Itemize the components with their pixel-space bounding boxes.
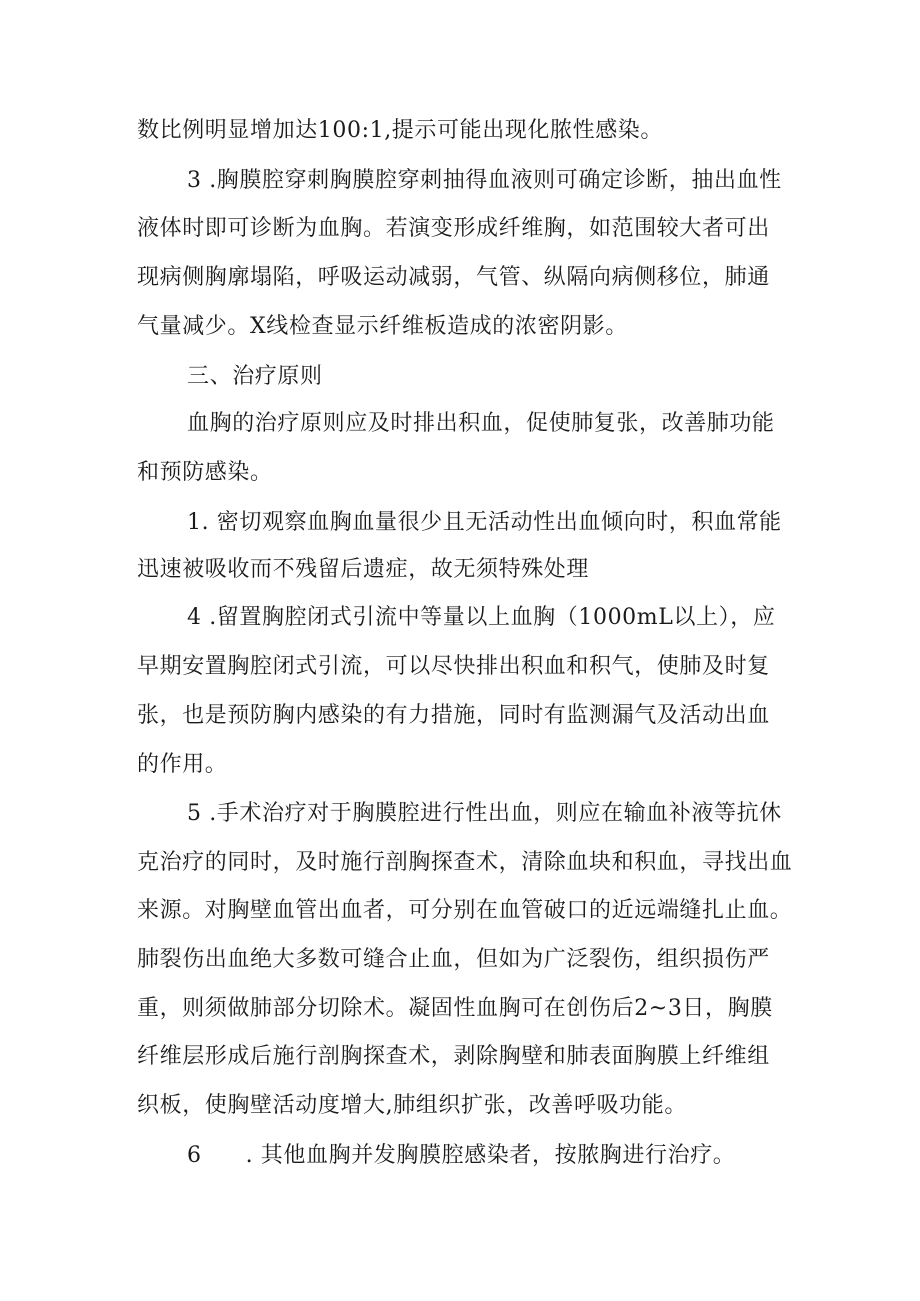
text-line: 4 .留置胸腔闭式引流中等量以上血胸（1000mL以上），应: [187, 605, 776, 630]
text-line: 重，则须做肺部分切除术。凝固性血胸可在创伤后2~3日，胸膜: [137, 996, 773, 1021]
section-heading: 三、治疗原则: [187, 364, 323, 389]
text-line: 血胸的治疗原则应及时排出积血，促使肺复张，改善肺功能: [187, 411, 775, 436]
text-line: 3 .胸膜腔穿刺胸膜腔穿刺抽得血液则可确定诊断，抽出血性: [187, 168, 782, 193]
text-line: 来源。对胸壁血管出血者，可分别在血管破口的近远端缝扎止血。: [137, 898, 793, 923]
text-line: 和预防感染。: [137, 460, 273, 485]
text-line: 迅速被吸收而不残留后遗症，故无须特殊处理: [137, 557, 590, 582]
list-number: 6: [187, 1143, 202, 1168]
list-item-text: . 其他血胸并发胸膜腔感染者，按脓胸进行治疗。: [245, 1143, 736, 1168]
text-line: 早期安置胸腔闭式引流，可以尽快排出积血和积气，使肺及时复: [137, 654, 770, 679]
text-line: 数比例明显增加达100:1,提示可能出现化脓性感染。: [137, 118, 663, 143]
text-line: 克治疗的同时，及时施行剖胸探查术，清除血块和积血，寻找出血: [137, 850, 793, 875]
text-line: 纤维层形成后施行剖胸探查术，剥除胸壁和肺表面胸膜上纤维组: [137, 1044, 770, 1069]
text-line: 5 .手术治疗对于胸膜腔进行性出血，则应在输血补液等抗休: [187, 801, 782, 826]
list-item-6: [187, 1141, 735, 1171]
text-line: 织板，使胸壁活动度增大,肺组织扩张，改善呼吸功能。: [137, 1093, 687, 1118]
text-line: 1. 密切观察血胸血量很少且无活动性出血倾向时，积血常能: [187, 510, 782, 535]
text-line: 气量减少。X线检查显示纤维板造成的浓密阴影。: [137, 314, 628, 339]
text-line: 现病侧胸廓塌陷，呼吸运动减弱，气管、纵隔向病侧移位，肺通: [137, 265, 770, 290]
text-line: 液体时即可诊断为血胸。若演变形成纤维胸，如范围较大者可出: [137, 216, 770, 241]
text-line: 肺裂伤出血绝大多数可缝合止血，但如为广泛裂伤，组织损伤严: [137, 947, 770, 972]
text-line: 张，也是预防胸内感染的有力措施，同时有监测漏气及活动出血: [137, 703, 770, 728]
text-line: 的作用。: [137, 752, 228, 777]
